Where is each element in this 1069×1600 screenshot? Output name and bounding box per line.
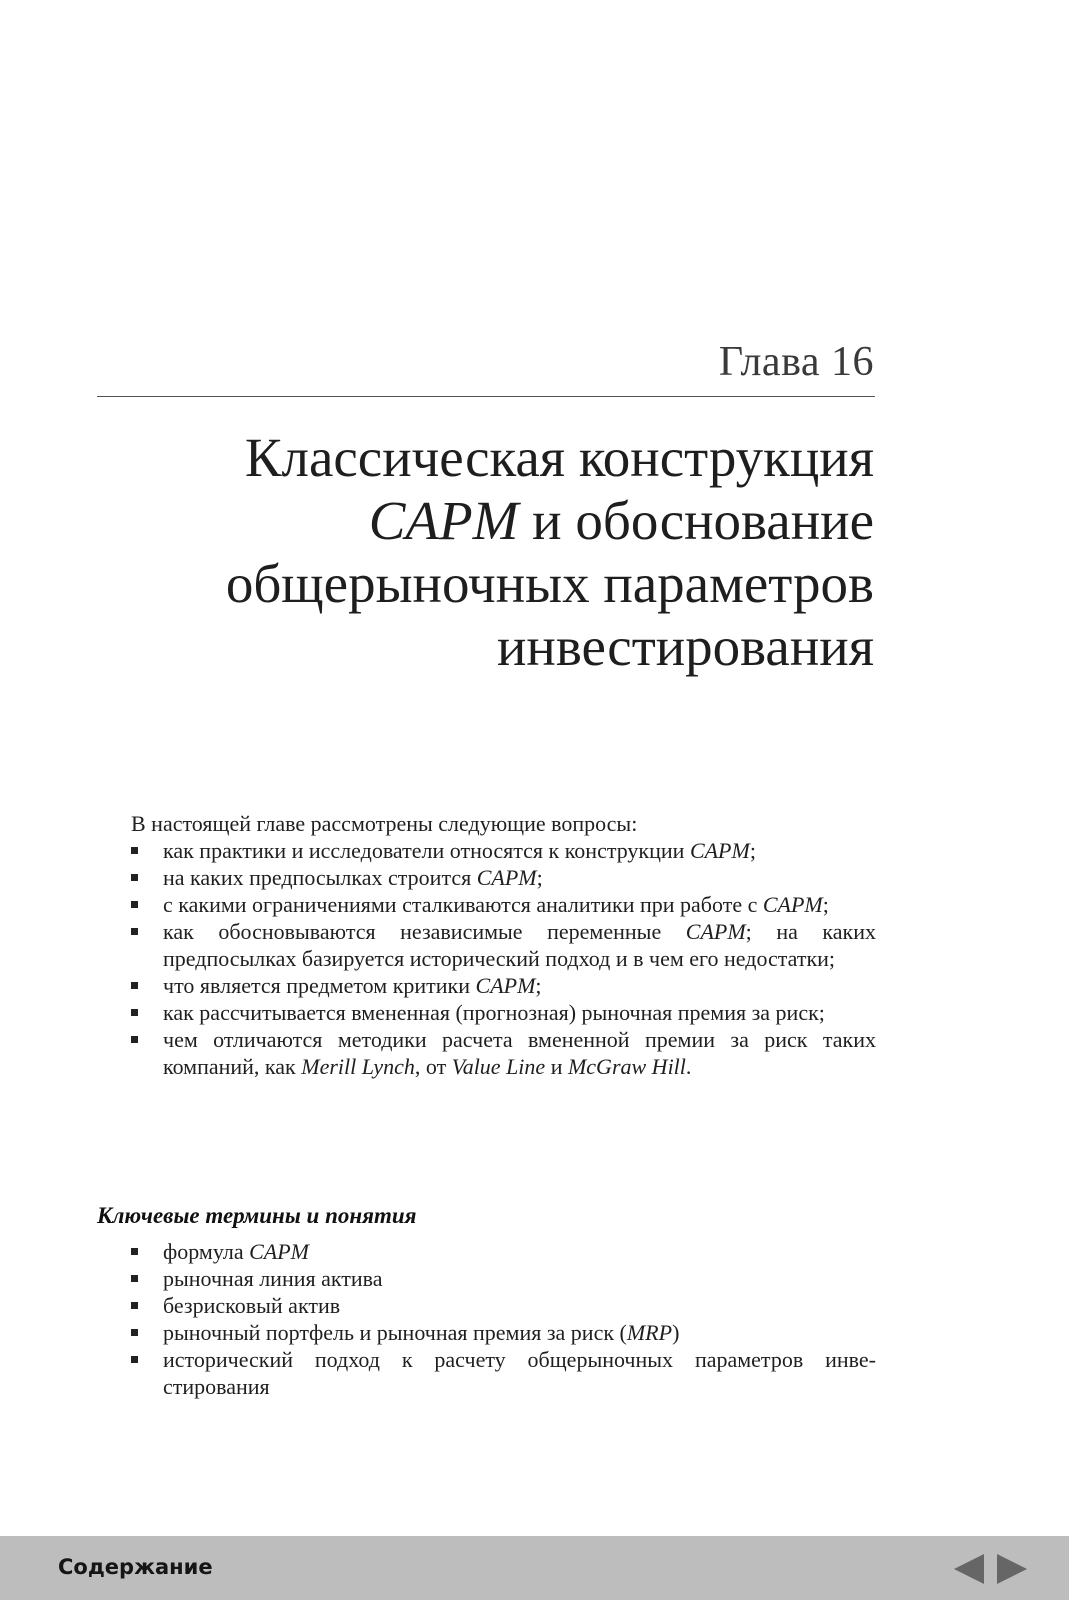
chapter-title-line-2 [114, 489, 874, 552]
italic-term: Value Line [451, 1054, 546, 1079]
chapter-divider [97, 396, 875, 397]
list-item-text: ; [749, 838, 756, 863]
key-terms [131, 1238, 876, 1400]
overview-item [131, 918, 876, 972]
list-item-text: исторический подход к расчету общерыночных параметров инвестирования [163, 1347, 876, 1399]
chapter-title-line-1: Классическая конструкция [244, 427, 874, 488]
italic-term: CAPM [762, 892, 823, 917]
key-term-item [131, 1265, 876, 1292]
list-item-text: ; [822, 892, 829, 917]
italic-term: MRP [626, 1320, 673, 1345]
overview-list [131, 837, 876, 1080]
list-item-text: и [545, 1054, 568, 1079]
overview-item [131, 999, 876, 1026]
overview-item [131, 1026, 876, 1080]
triangle-left-icon [952, 1553, 986, 1585]
prev-page-button[interactable] [952, 1553, 986, 1585]
list-item-text: рыночный портфель и рыночная премия за риск ( [163, 1320, 627, 1345]
italic-term: CAPM [475, 973, 536, 998]
list-item-text: безрисковый актив [163, 1293, 341, 1318]
chapter-title-line-2-rest: и обоснование [518, 490, 874, 551]
overview-item [131, 837, 876, 864]
list-item-text: ; [535, 973, 542, 998]
chapter-title [114, 426, 874, 678]
list-item-text: . [685, 1054, 692, 1079]
key-term-item [131, 1319, 876, 1346]
overview-lead: В настоящей главе рассмотрены следующие вопросы: [131, 811, 638, 836]
italic-term: CAPM [685, 919, 746, 944]
key-term-item [131, 1238, 876, 1265]
contents-link[interactable]: Содержание [58, 1555, 213, 1579]
key-term-item [131, 1292, 876, 1319]
list-item-text: , от [414, 1054, 452, 1079]
list-item-text: рыночная линия актива [163, 1266, 383, 1291]
list-item-text: ) [672, 1320, 680, 1345]
chapter-title-line-4: инвестирования [497, 616, 874, 677]
italic-term: CAPM [476, 865, 537, 890]
key-terms-heading: Ключевые термины и понятия [97, 1203, 417, 1228]
list-item-text: как рассчитывается вмененная (прогнозная) рыночная премия за риск; [163, 1000, 825, 1025]
italic-term: CAPM [249, 1239, 310, 1264]
list-item-text: ; на каких предпосылках базируется исторический подход и в чем его недостатки; [163, 919, 876, 971]
navigation-bar [0, 1536, 1069, 1600]
next-page-button[interactable] [995, 1553, 1029, 1585]
list-item-text: как практики и исследователи относятся к конструкции [163, 838, 690, 863]
triangle-right-icon [995, 1553, 1029, 1585]
list-item-text: как обосновываются независимые переменные [163, 919, 686, 944]
capm-term: CAPM [368, 490, 519, 551]
list-item-text: с какими ограничениями сталкиваются аналитики при работе с [163, 892, 763, 917]
list-item-text: что является предметом критики [163, 973, 476, 998]
chapter-title-line-3: общерыночных параметров [225, 553, 874, 614]
list-item-text: на каких предпосылках строится [163, 865, 477, 890]
list-item-text: чем отличаются методики расчета вмененной премии за риск таких компаний, как [163, 1027, 876, 1079]
overview-item [131, 864, 876, 891]
overview-item [131, 891, 876, 918]
list-item-text: ; [536, 865, 543, 890]
key-term-item [131, 1346, 876, 1400]
overview-item [131, 972, 876, 999]
italic-term: Merill Lynch [301, 1054, 415, 1079]
key-terms-list [131, 1238, 876, 1400]
chapter-overview [131, 810, 876, 1080]
list-item-text: формула [163, 1239, 250, 1264]
italic-term: McGraw Hill [567, 1054, 686, 1079]
italic-term: CAPM [689, 838, 750, 863]
chapter-label: Глава 16 [718, 339, 874, 385]
